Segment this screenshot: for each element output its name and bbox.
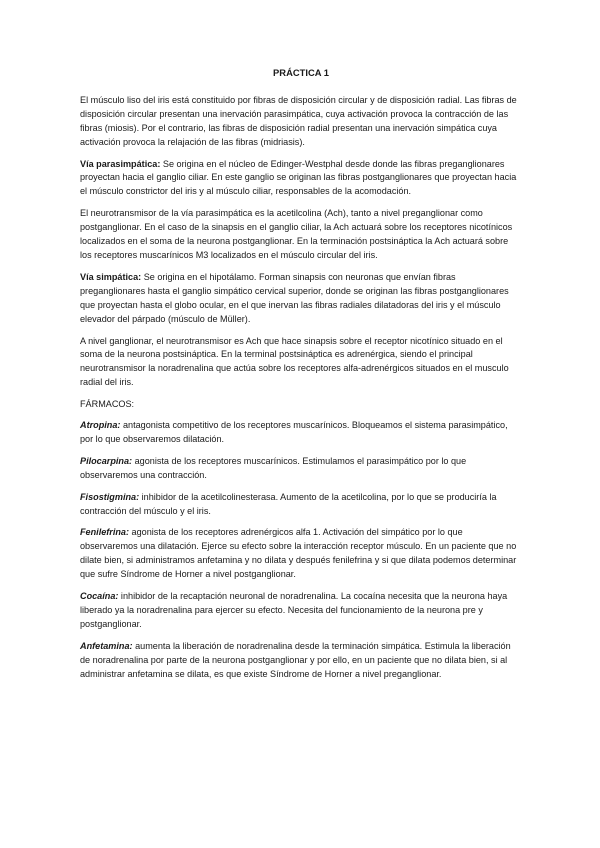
drug-description: agonista de los receptores muscarínicos. Estimulamos el parasimpático por lo que observaremos una contracción.: [80, 455, 467, 480]
drugs-heading: FÁRMACOS:: [80, 399, 135, 410]
drug-name: Fenilefrina:: [80, 527, 130, 538]
drug-name: Cocaína:: [80, 591, 119, 602]
parasympathetic-nt-paragraph: El neurotransmisor de la vía parasimpática es la acetilcolina (Ach), tanto a nivel preganglionar como postganglionar. En el caso de la sinapsis en el ganglio ciliar, la Ach actuará sobre los receptores nicotínicos localizados en el soma de la neurona postganglionar. En la terminación postsináptica la Ach actuará sobre los receptores muscarínicos M3 localizados en el músculo circular del iris.: [80, 208, 513, 260]
drug-fenilefrina: [80, 526, 522, 582]
drug-pilocarpina: [80, 455, 522, 483]
sympathetic-text: Se origina en el hipotálamo. Forman sinapsis con neuronas que envían fibras preganglionares hasta el ganglio simpático cervical superior, donde se originan las fibras postganglionares que proyectan hasta el globo ocular, en el que inervan las fibras radiales dilatadoras del iris y el músculo elevador del párpado (músculo de Müller).: [80, 271, 509, 324]
drug-description: aumenta la liberación de noradrenalina desde la terminación simpática. Estimula la liberación de noradrenalina por parte de la neurona postganglionar y por ello, en un paciente que no dilata bien, si al administrar anfetamina se dilata, es que existe Síndrome de Horner a nivel preganglionar.: [80, 640, 511, 679]
drug-anfetamina: [80, 640, 522, 682]
sympathetic-paragraph: [80, 271, 522, 327]
intro-paragraph: El músculo liso del iris está constituido por fibras de disposición circular y de disposición radial. Las fibras de disposición circular presentan una inervación parasimpática, cuya activación provoca la contracción de las fibras (miosis). Por el contrario, las fibras de disposición radial presentan una inervación simpática cuya activación provoca la relajación de las fibras (midriasis).: [80, 94, 517, 147]
parasympathetic-paragraph: [80, 158, 522, 200]
document-page: [80, 66, 522, 690]
parasympathetic-text: Se origina en el núcleo de Edinger-Westphal desde donde las fibras preganglionares proyectan hacia el ganglio ciliar. En este ganglio se originan las fibras postganglionares que proyectan hacia el músculo constrictor del iris y al músculo ciliar, responsables de la acomodación.: [80, 158, 517, 197]
drug-atropina: [80, 419, 522, 447]
drug-description: antagonista competitivo de los receptores muscarínicos. Bloqueamos el sistema parasimpático, por lo que observaremos dilatación.: [80, 420, 508, 444]
drug-fisostigmina: [80, 491, 522, 519]
drug-name: Atropina:: [80, 420, 121, 431]
drug-cocaina: [80, 590, 522, 632]
drug-description: inhibidor de la recaptación neuronal de noradrenalina. La cocaína necesita que la neurona haya liberado ya la noradrenalina para ejercer su efecto. Necesita del funcionamiento de la neurona pre y postganglionar.: [80, 591, 508, 629]
document-title: PRÁCTICA 1: [273, 67, 329, 78]
parasympathetic-term: Vía parasimpática:: [80, 158, 161, 169]
drug-description: agonista de los receptores adrenérgicos alfa 1. Activación del simpático por lo que observaremos una dilatación. Ejerce su efecto sobre la interacción receptor músculo. En un paciente que no dilate bien, si administramos anfetamina y no dilata y después fenilefrina y si que dilata podemos determinar que sufre Síndrome de Horner a nivel postganglionar.: [80, 527, 517, 580]
drug-name: Pilocarpina:: [80, 455, 133, 466]
drug-name: Anfetamina:: [80, 640, 133, 651]
sympathetic-nt-paragraph: A nivel ganglionar, el neurotransmisor es Ach que hace sinapsis sobre el receptor nicotínico situado en el soma de la neurona postsináptica. En la terminal postsináptica es adrenérgica, siendo el principal neurotransmisor la noradrenalina que actúa sobre los receptores alfa-adrenérgicos situados en el musculo radial del iris.: [80, 335, 509, 388]
drug-name: Fisostigmina:: [80, 491, 140, 502]
sympathetic-term: Vía simpática:: [80, 271, 142, 282]
drug-description: inhibidor de la acetilcolinesterasa. Aumento de la acetilcolina, por lo que se produciría la contracción del músculo y el iris.: [80, 491, 497, 516]
